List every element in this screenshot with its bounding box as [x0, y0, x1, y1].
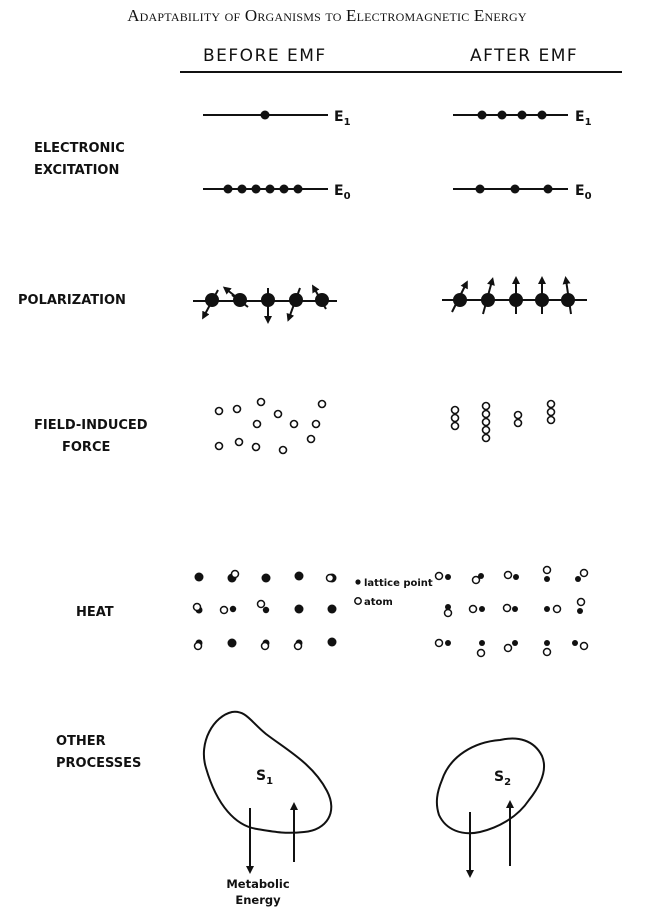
atom [232, 571, 239, 578]
system-s2-boundary [437, 739, 544, 834]
lattice-point [479, 606, 485, 612]
lattice-point [328, 605, 337, 614]
atom [505, 572, 512, 579]
lattice-point [544, 576, 550, 582]
lattice-point [228, 639, 237, 648]
row-label-line: OTHER [56, 734, 106, 749]
particle [253, 444, 260, 451]
heat-legend [355, 578, 433, 608]
atom [554, 606, 561, 613]
atom [195, 643, 202, 650]
electron [252, 185, 261, 194]
lattice-point [195, 573, 204, 582]
atom [295, 643, 302, 650]
particle [548, 417, 555, 424]
atom [505, 645, 512, 652]
electron [280, 185, 289, 194]
dipole [509, 280, 523, 314]
legend-atom-marker [355, 598, 361, 604]
atom [578, 599, 585, 606]
energy-levels-before [203, 109, 351, 202]
system-s1-label: $S_1$ [256, 768, 274, 787]
row-label-line: EXCITATION [34, 163, 120, 178]
particle [515, 420, 522, 427]
particle [548, 401, 555, 408]
particle [236, 439, 243, 446]
lattice-point [544, 640, 550, 646]
lattice-point [445, 640, 451, 646]
particle [452, 423, 459, 430]
particle [483, 403, 490, 410]
lattice-point [512, 606, 518, 612]
particle [275, 411, 282, 418]
lattice-point [230, 606, 236, 612]
particles-after [452, 401, 555, 442]
dipole [561, 280, 575, 314]
energy-label-e0: $E_0$ [334, 183, 351, 202]
electron [224, 185, 233, 194]
system-s2-label: $S_2$ [494, 769, 512, 788]
system-s2 [437, 739, 544, 874]
particle [483, 435, 490, 442]
figure-title: Adaptability of Organisms to Electromagnetic Energy [127, 6, 527, 25]
legend-atom-label: atom [364, 597, 393, 608]
particle [483, 419, 490, 426]
atom [221, 607, 228, 614]
electron [478, 111, 487, 120]
particle [452, 415, 459, 422]
particle [313, 421, 320, 428]
polarization-before [193, 288, 337, 320]
particle [280, 447, 287, 454]
electron [511, 185, 520, 194]
row-label-heat: HEAT [76, 605, 114, 620]
electron [238, 185, 247, 194]
atom [436, 573, 443, 580]
dipole [289, 288, 303, 318]
energy-label-e0: $E_0$ [575, 183, 592, 202]
particle [291, 421, 298, 428]
dipole [261, 288, 275, 320]
lattice-point [295, 572, 304, 581]
atom [478, 650, 485, 657]
dipole [481, 281, 495, 314]
electron [266, 185, 275, 194]
energy-label-e1: $E_1$ [575, 109, 592, 128]
row-label-polarization: POLARIZATION [18, 293, 126, 308]
electron [498, 111, 507, 120]
lattice-point [572, 640, 578, 646]
lattice-point [295, 605, 304, 614]
lattice-point [479, 640, 485, 646]
atom [194, 604, 201, 611]
atom [544, 649, 551, 656]
system-s1-boundary [204, 712, 331, 833]
atom [544, 567, 551, 574]
particle [548, 409, 555, 416]
energy-levels-after [453, 109, 592, 202]
system-s1 [204, 712, 331, 907]
row-label-line: PROCESSES [56, 756, 142, 771]
lattice-point [577, 608, 583, 614]
lattice-before [194, 571, 337, 650]
particle [308, 436, 315, 443]
energy-label-e1: $E_1$ [334, 109, 351, 128]
atom [445, 610, 452, 617]
particles-before [216, 399, 326, 454]
electron [518, 111, 527, 120]
lattice-point [513, 574, 519, 580]
lattice-point [445, 574, 451, 580]
particle [319, 401, 326, 408]
dipole [452, 284, 467, 312]
electron [538, 111, 547, 120]
atom [504, 605, 511, 612]
atom [470, 606, 477, 613]
lattice-point [478, 573, 484, 579]
legend-lattice-point-label: lattice point [364, 578, 433, 589]
dipole [204, 290, 219, 316]
lattice-point [262, 574, 271, 583]
atom [327, 575, 334, 582]
lattice-point [544, 606, 550, 612]
electron [294, 185, 303, 194]
lattice-point [263, 607, 269, 613]
electron [476, 185, 485, 194]
electron [261, 111, 270, 120]
particle [258, 399, 265, 406]
particle [515, 412, 522, 419]
electron [544, 185, 553, 194]
dipole [314, 288, 329, 309]
row-label-line: ELECTRONIC [34, 141, 125, 156]
particle [483, 411, 490, 418]
particle [452, 407, 459, 414]
metabolic-energy-label-line2: Energy [235, 893, 281, 907]
polarization-after [442, 280, 587, 314]
particle [254, 421, 261, 428]
row-label-line: FIELD-INDUCED [34, 418, 148, 433]
particle [234, 406, 241, 413]
legend-lattice-point-marker [355, 579, 360, 584]
atom [262, 643, 269, 650]
atom [436, 640, 443, 647]
lattice-point [575, 576, 581, 582]
column-header-before: BEFORE EMF [203, 46, 327, 66]
column-header-after: AFTER EMF [470, 46, 579, 66]
lattice-after [436, 567, 588, 657]
particle [216, 443, 223, 450]
atom [258, 601, 265, 608]
metabolic-energy-label-line1: Metabolic [226, 877, 290, 891]
dipole [535, 280, 549, 314]
lattice-point [328, 638, 337, 647]
atom [581, 570, 588, 577]
lattice-point [512, 640, 518, 646]
atom [581, 643, 588, 650]
row-label-line: FORCE [62, 440, 111, 455]
particle [216, 408, 223, 415]
dipole [226, 289, 248, 307]
particle [483, 427, 490, 434]
